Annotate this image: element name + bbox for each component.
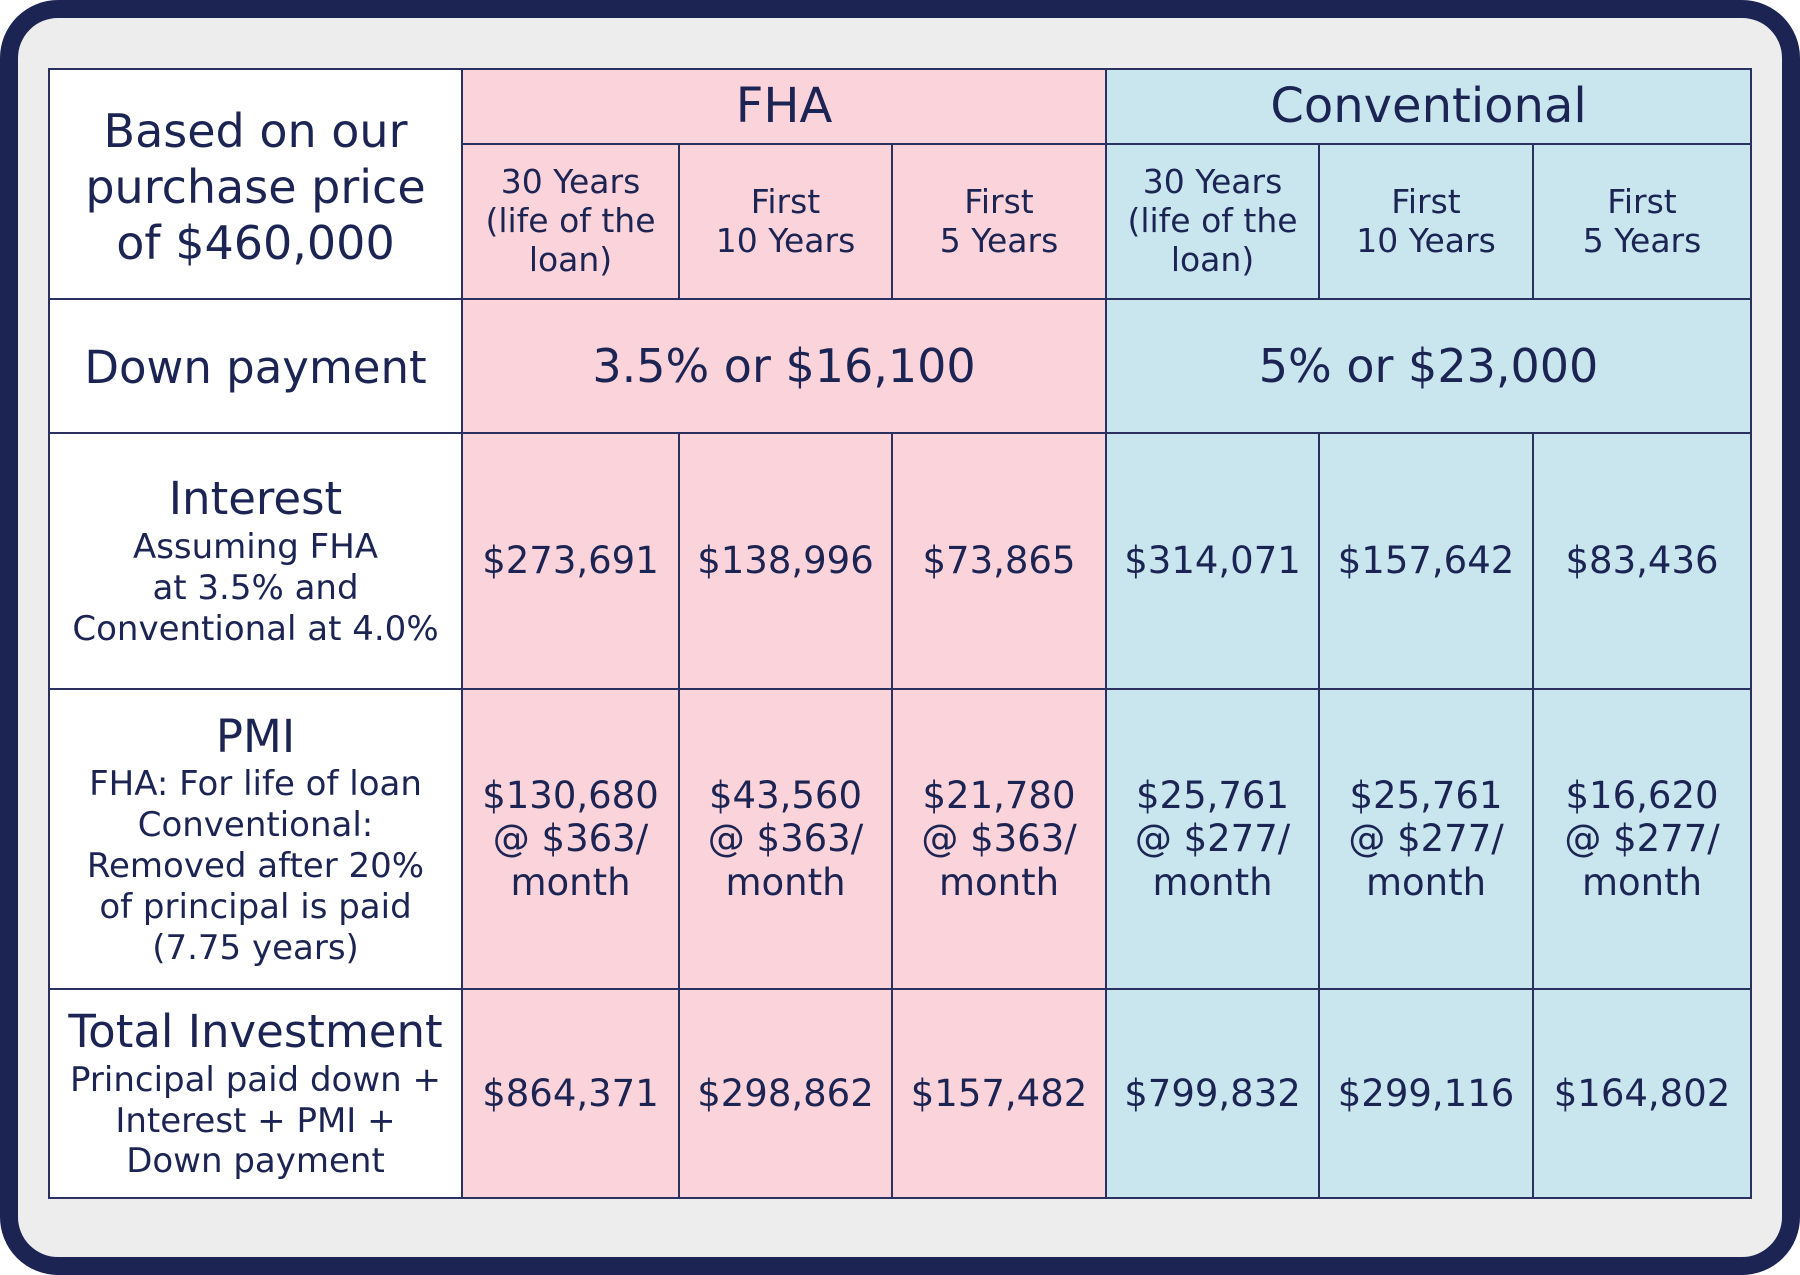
pmi-value-line: month	[510, 860, 631, 904]
column-header-line: 10 Years	[715, 220, 856, 260]
pmi-value-line: month	[1152, 860, 1273, 904]
pmi-value-line: month	[1365, 860, 1487, 904]
total-value-cell: $157,482	[892, 989, 1106, 1198]
column-header-line: First	[750, 181, 821, 221]
pmi-value-line: month	[1581, 860, 1703, 904]
down-payment-row	[49, 299, 1751, 433]
pmi-note-line: (7.75 years)	[152, 927, 359, 968]
interest-label-cell	[49, 433, 462, 689]
pmi-value-line: @ $363/	[921, 817, 1077, 861]
column-header-line: First	[964, 181, 1034, 221]
pmi-value-cell	[1106, 689, 1319, 989]
total-value-cell: $799,832	[1106, 989, 1319, 1198]
pmi-value-line: @ $277/	[1348, 817, 1504, 861]
fha-header: FHA	[462, 69, 1106, 144]
column-header-line: loan)	[1170, 239, 1255, 279]
pmi-value-cell	[892, 689, 1106, 989]
total-investment-row	[49, 989, 1751, 1198]
pmi-note-line: Conventional:	[137, 805, 374, 846]
pmi-note-line: Removed after 20%	[86, 846, 425, 887]
interest-value-cell: $73,865	[892, 433, 1106, 689]
interest-note-line: Conventional at 4.0%	[72, 608, 439, 649]
column-header-conventional-30-years	[1106, 144, 1319, 299]
pmi-note-line: of principal is paid	[99, 886, 412, 927]
column-header-line: 30 Years	[500, 162, 641, 202]
fha-down-payment: 3.5% or $16,100	[462, 299, 1106, 433]
pmi-label: PMI	[215, 709, 296, 763]
pmi-row	[49, 689, 1751, 989]
purchase-price-line: Based on our	[103, 103, 408, 158]
column-header-line: 5 Years	[1582, 220, 1702, 260]
column-header-line: First	[1607, 181, 1677, 221]
pmi-value-line: @ $363/	[492, 817, 649, 861]
column-header-fha-10-years	[679, 144, 892, 299]
pmi-value-line: month	[725, 860, 846, 904]
group-header-row	[49, 69, 1751, 144]
purchase-price-line: purchase price	[85, 159, 426, 214]
total-value-cell: $864,371	[462, 989, 679, 1198]
total-value-cell: $299,116	[1319, 989, 1533, 1198]
column-header-fha-5-years	[892, 144, 1106, 299]
pmi-value-line: $25,761	[1136, 773, 1290, 817]
pmi-value-line: $21,780	[922, 773, 1076, 817]
column-header-line: (life of the	[1127, 201, 1298, 241]
down-payment-label: Down payment	[84, 340, 427, 394]
pmi-value-line: @ $363/	[707, 817, 864, 861]
interest-value-cell: $273,691	[462, 433, 679, 689]
interest-value-cell: $314,071	[1106, 433, 1319, 689]
interest-note-line: Assuming FHA	[132, 527, 379, 568]
pmi-value-cell	[462, 689, 679, 989]
pmi-label-cell	[49, 689, 462, 989]
down-payment-label-cell	[49, 299, 462, 433]
total-value-cell: $298,862	[679, 989, 892, 1198]
column-header-fha-30-years	[462, 144, 679, 299]
total-investment-label-cell	[49, 989, 462, 1198]
total-value-cell: $164,802	[1533, 989, 1751, 1198]
interest-value-cell: $138,996	[679, 433, 892, 689]
purchase-price-cell	[49, 69, 462, 299]
pmi-value-line: $16,620	[1565, 773, 1719, 817]
interest-note-line: at 3.5% and	[152, 568, 359, 609]
pmi-value-line: @ $277/	[1564, 817, 1720, 861]
column-header-line: 5 Years	[939, 220, 1059, 260]
pmi-value-line: @ $277/	[1134, 817, 1291, 861]
conventional-header: Conventional	[1106, 69, 1751, 144]
column-header-line: 10 Years	[1356, 220, 1496, 260]
interest-value-cell: $157,642	[1319, 433, 1533, 689]
pmi-value-line: $25,761	[1349, 773, 1503, 817]
total-investment-label: Total Investment	[68, 1004, 443, 1058]
pmi-note-line: FHA: For life of loan	[89, 764, 422, 805]
column-header-conventional-5-years	[1533, 144, 1751, 299]
conventional-down-payment: 5% or $23,000	[1106, 299, 1751, 433]
pmi-value-line: month	[938, 860, 1060, 904]
column-header-line: 30 Years	[1142, 162, 1283, 202]
total-note-line: Interest + PMI +	[115, 1100, 396, 1141]
pmi-value-cell	[1533, 689, 1751, 989]
comparison-table	[48, 68, 1752, 1199]
pmi-value-cell	[1319, 689, 1533, 989]
column-header-conventional-10-years	[1319, 144, 1533, 299]
interest-label: Interest	[168, 472, 343, 526]
total-note-line: Principal paid down +	[70, 1059, 441, 1100]
column-header-line: loan)	[528, 239, 613, 279]
total-note-line: Down payment	[126, 1141, 385, 1182]
pmi-value-line: $130,680	[482, 773, 659, 817]
interest-row	[49, 433, 1751, 689]
column-header-line: (life of the	[485, 201, 656, 241]
pmi-value-line: $43,560	[708, 773, 862, 817]
interest-value-cell: $83,436	[1533, 433, 1751, 689]
pmi-value-cell	[679, 689, 892, 989]
purchase-price-line: of $460,000	[116, 216, 395, 271]
column-header-line: First	[1391, 181, 1461, 221]
